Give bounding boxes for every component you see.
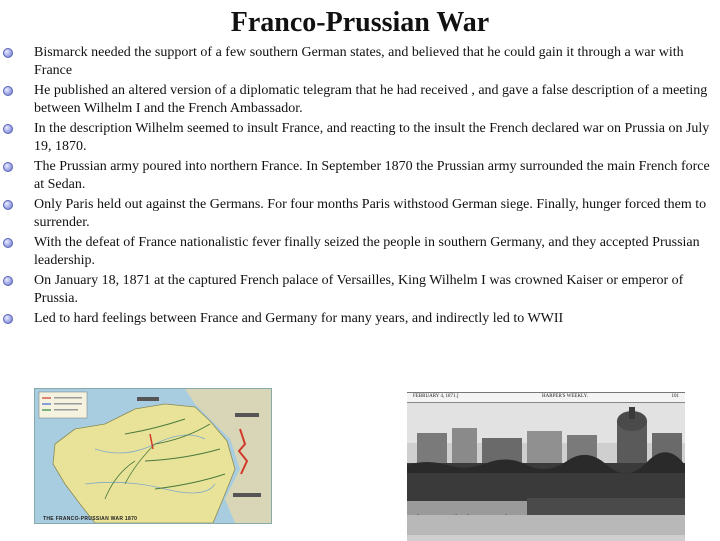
bullet-item [0,310,720,328]
bullet-icon [3,48,13,58]
bullet-text: With the defeat of France nationalistic fever finally seized the people in southern Germany, and they accepted Prussian leadership. [34,235,700,268]
engraving-header [407,393,685,403]
harpers-weekly-engraving-image [407,392,685,541]
bullet-list [0,44,720,331]
bullet-item [0,82,720,117]
bullet-text: On January 18, 1871 at the captured French palace of Versailles, King Wilhelm I was crowned Kaiser or emperor of Prussia. [34,273,684,306]
bullet-item [0,158,720,193]
bullet-item [0,272,720,307]
bullet-text: Only Paris held out against the Germans. For four months Paris withstood German siege. Finally, hunger forced them to surrender. [34,197,707,230]
bullet-item [0,196,720,231]
bullet-text: He published an altered version of a diplomatic telegram that he had received , and gave a false description of a meeting between Wilhelm I and the French Ambassador. [34,83,708,116]
engraving-date: FEBRUARY 4, 1871.] [413,394,459,399]
engraving-page: 101 [671,394,679,399]
bullet-text: Bismarck needed the support of a few southern German states, and believed that he could gain it through a war with France [34,45,684,78]
bullet-text: The Prussian army poured into northern France. In September 1870 the Prussian army surrounded the main French force at Sedan. [34,159,710,192]
bullet-item [0,120,720,155]
bullet-icon [3,200,13,210]
engraving-publication: HARPER'S WEEKLY. [542,394,588,399]
bullet-text: In the description Wilhelm seemed to insult France, and reacting to the insult the French declared war on Prussia on July 19, 1870. [34,121,710,154]
bullet-icon [3,86,13,96]
bullet-icon [3,314,13,324]
bullet-icon [3,162,13,172]
bullet-icon [3,276,13,286]
bullet-item [0,44,720,79]
bullet-icon [3,124,13,134]
map-caption: THE FRANCO-PRUSSIAN WAR 1870 [43,516,138,522]
bullet-item [0,234,720,269]
bullet-icon [3,238,13,248]
slide-title: Franco-Prussian War [230,7,490,38]
engraving-graphic [407,393,685,541]
bullet-text: Led to hard feelings between France and Germany for many years, and indirectly led to WWII [34,311,564,326]
war-map-graphic [35,389,271,523]
war-map-image [34,388,272,524]
